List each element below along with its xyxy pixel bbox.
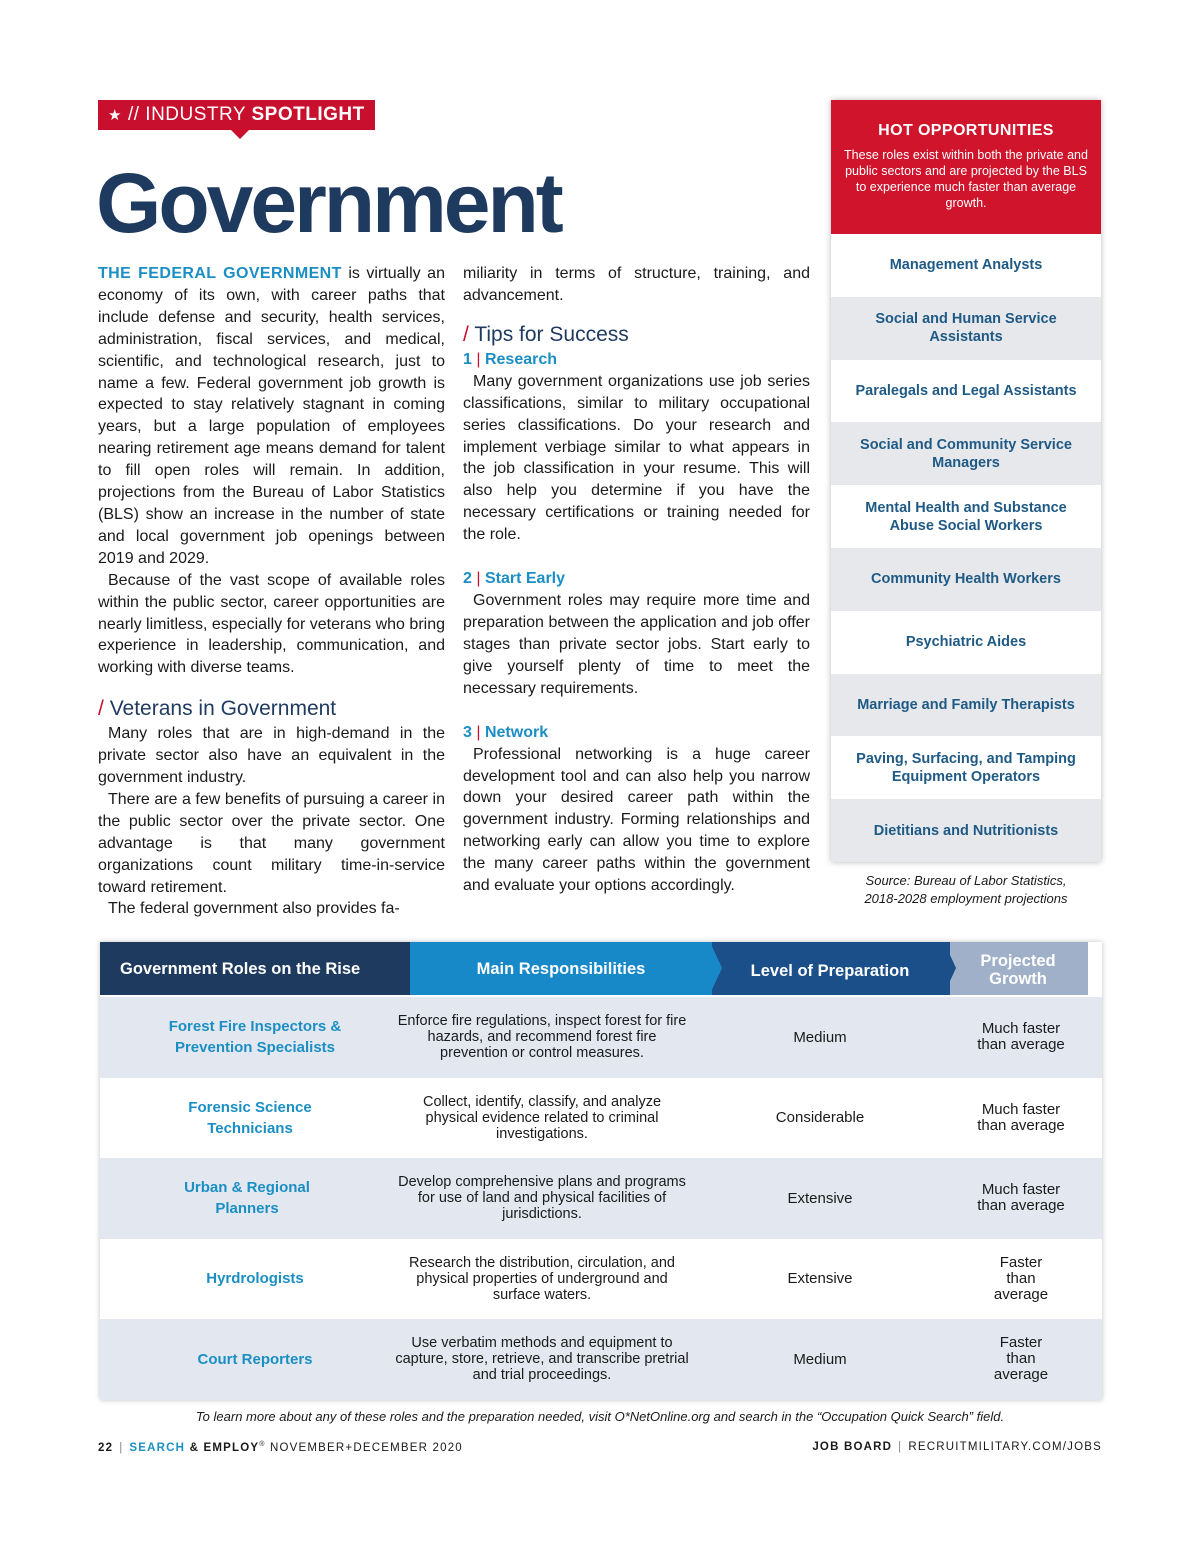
paragraph: There are a few benefits of pursuing a career in the public sector over the private sector. One advantage is that many government organizations count military time-in-service toward retirement. <box>98 790 445 896</box>
footer-section: JOB BOARD <box>812 1441 893 1453</box>
header-arrow <box>398 942 410 994</box>
tag-notch <box>231 130 249 139</box>
responsibility-cell: Research the distribution, circulation, and physical properties of underground and surface waters. <box>409 1254 675 1303</box>
hot-opportunities-description: These roles exist within both the private and public sectors and are projected by the BLS to experience much faster than average growth. <box>844 148 1088 210</box>
page-number: 22 <box>98 1441 114 1454</box>
table-footnote: To learn more about any of these roles and the preparation needed, visit O*NetOnline.org and search in the “Occupation Quick Search” field. <box>195 1409 1005 1424</box>
hot-opportunity-item: Paralegals and Legal Assistants <box>855 382 1077 399</box>
preparation-cell: Extensive <box>787 1270 853 1288</box>
intro-text: is virtually an economy of its own, with career paths that include defense and security, health services, administration, fiscal services, and medical, scientific, and technological research, just to name a few. Federal government job growth is expected to stay relatively stagnant in coming years, but a large population of employees nearing retirement age means demand for talent to fill open roles will remain. In addition, projections from the Bureau of Labor Statistics (BLS) show an increase in the number of state and local government job openings between 2019 and 2029. <box>98 265 445 567</box>
table-row <box>100 1078 1102 1159</box>
tip-heading: 2 | Start Early <box>463 570 566 588</box>
growth-cell: Much faster than average <box>977 1020 1065 1054</box>
responsibility-cell: Develop comprehensive plans and programs for use of land and physical facilities of jurisdictions. <box>398 1174 686 1223</box>
hot-opportunities-box <box>831 100 1101 862</box>
preparation-cell: Medium <box>793 1028 847 1046</box>
issue-date: NOVEMBER+DECEMBER 2020 <box>270 1441 463 1454</box>
roles-table <box>100 942 1102 1400</box>
role-cell: Forest Fire Inspectors & Prevention Specialists <box>168 1018 342 1057</box>
role-cell: Court Reporters <box>197 1350 313 1368</box>
role-cell: Urban & Regional Planners <box>184 1179 310 1218</box>
paragraph: Many roles that are in high-demand in the private sector also have an equivalent in the government industry. <box>98 725 445 787</box>
table-row <box>100 1158 1102 1239</box>
tag-bold: SPOTLIGHT <box>251 104 365 125</box>
registered-mark: ® <box>259 1441 266 1448</box>
responsibility-cell: Use verbatim methods and equipment to capture, store, retrieve, and transcribe pretrial and trial proceedings. <box>395 1335 689 1384</box>
hot-opportunities-header <box>831 100 1101 234</box>
footer-left: 22 | SEARCH & EMPLOY® NOVEMBER+DECEMBER 2020 <box>98 1441 463 1454</box>
growth-cell: Faster than average <box>993 1334 1049 1384</box>
tag-prefix: // INDUSTRY <box>127 104 246 125</box>
page-title: Government <box>96 156 561 250</box>
section-heading: / Veterans in Government <box>98 697 337 721</box>
hot-opportunity-item: Psychiatric Aides <box>905 634 1027 651</box>
article-column-2 <box>463 263 810 897</box>
industry-spotlight-tag <box>98 100 375 130</box>
tip-text: Professional networking is a huge career development tool and can also help you narrow down your desired career path within the government industry. Forming relationships and networking early can allow you time to explore the many career paths within the government and evaluate your options accordingly. <box>463 745 810 895</box>
growth-cell: Much faster than average <box>977 1181 1065 1215</box>
section-heading-text: Veterans in Government <box>109 697 337 721</box>
hot-opportunity-item: Social and Human Service Assistants <box>831 297 1101 360</box>
section-heading-text: Tips for Success <box>474 322 629 346</box>
hot-opportunity-item: Social and Community Service Managers <box>831 422 1101 485</box>
star-icon: ★ <box>108 107 122 124</box>
preparation-cell: Medium <box>793 1350 847 1368</box>
tip-heading: 3 | Network <box>463 723 549 741</box>
paragraph: The federal government also provides fa- <box>108 900 400 918</box>
tip-text: Government roles may require more time and preparation between the application and job offer stages than private sector jobs. Start early to give yourself plenty of time to meet the necessary requirements. <box>463 592 810 697</box>
hot-opportunities-title: HOT OPPORTUNITIES <box>878 122 1054 139</box>
hot-opportunity-item: Management Analysts <box>889 257 1043 274</box>
preparation-cell: Considerable <box>775 1109 865 1127</box>
magazine-name-a: SEARCH <box>129 1441 186 1454</box>
header-arrow <box>944 942 956 994</box>
hot-opportunity-item: Mental Health and Substance Abuse Social Workers <box>865 499 1067 534</box>
table-row <box>100 997 1102 1078</box>
paragraph: miliarity in terms of structure, training, and advancement. <box>463 265 810 304</box>
table-header-preparation: Level of Preparation <box>710 942 950 995</box>
growth-cell: Faster than average <box>993 1253 1049 1303</box>
growth-cell: Much faster than average <box>977 1100 1065 1134</box>
hot-opportunity-item: Community Health Workers <box>831 548 1101 611</box>
responsibility-cell: Collect, identify, classify, and analyze physical evidence related to criminal investigations. <box>422 1093 662 1142</box>
header-arrow <box>710 942 722 994</box>
table-header-responsibilities: Main Responsibilities <box>400 942 712 995</box>
sidebar-source <box>831 872 1101 908</box>
footer-right: JOB BOARD | RECRUITMILITARY.COM/JOBS <box>812 1441 1102 1453</box>
section-heading: / Tips for Success <box>463 322 629 346</box>
source-line: Source: Bureau of Labor Statistics, <box>865 873 1067 888</box>
lead-in: THE FEDERAL GOVERNMENT <box>98 265 342 282</box>
magazine-name-b: & EMPLOY <box>189 1441 260 1454</box>
source-line: 2018-2028 employment projections <box>864 891 1068 906</box>
paragraph: Because of the vast scope of available roles within the public sector, career opportunities are nearly limitless, especially for veterans who bring experience in leadership, communication, and working with diverse teams. <box>98 571 445 677</box>
hot-opportunity-item: Dietitians and Nutritionists <box>831 799 1101 862</box>
hot-opportunity-item: Paving, Surfacing, and Tamping Equipment Operators <box>856 750 1076 785</box>
table-header-growth: Projected Growth <box>948 942 1088 995</box>
tip-text: Many government organizations use job series classifications, similar to military occupational series classifications. Do your research and implement verbiage similar to what appears in the job classification in your resume. This will also help you determine if you have the necessary certifications or training needed for the role. <box>463 372 810 544</box>
hot-opportunity-item: Marriage and Family Therapists <box>831 674 1101 737</box>
table-row <box>100 1239 1102 1320</box>
table-row <box>100 1319 1102 1400</box>
footer-url: RECRUITMILITARY.COM/JOBS <box>908 1441 1102 1453</box>
tip-heading: 1 | Research <box>463 350 558 368</box>
role-cell: Forensic Science Technicians <box>188 1098 312 1137</box>
intro-paragraph <box>98 263 445 570</box>
preparation-cell: Extensive <box>787 1189 853 1207</box>
table-header-roles: Government Roles on the Rise <box>100 942 410 995</box>
responsibility-cell: Enforce fire regulations, inspect forest for fire hazards, and recommend forest fire prevention or control measures. <box>397 1013 687 1062</box>
article-column-1 <box>98 263 445 920</box>
role-cell: Hyrdrologists <box>206 1270 304 1288</box>
